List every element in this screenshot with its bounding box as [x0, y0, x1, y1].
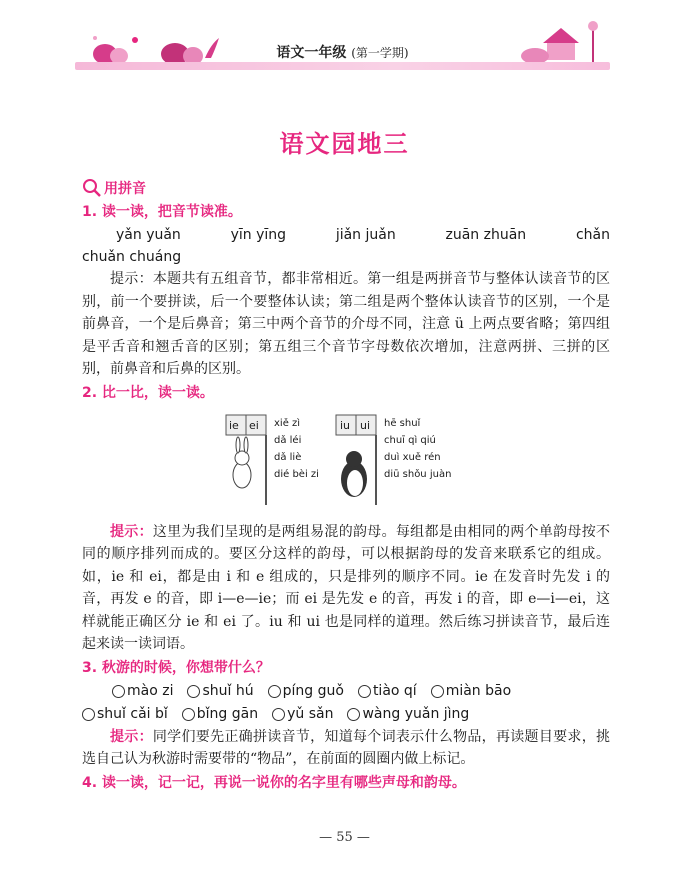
word: chuī qì qiú	[384, 434, 436, 446]
q3-hint	[82, 726, 610, 771]
option-tiao-qi[interactable]: tiào qí	[358, 680, 417, 703]
circle-checkbox[interactable]	[112, 685, 125, 698]
word: xiě zì	[274, 417, 301, 429]
option-mian-bao[interactable]: miàn bāo	[431, 680, 511, 703]
hint-text: 同学们要先正确拼读音节，知道每个词表示什么物品，再读题目要求，挑选自己认为秋游时需要带的“物品”，在前面的圆圈内做上标记。	[82, 728, 611, 767]
q2-illustration	[224, 413, 464, 513]
rime-ei: ei	[249, 418, 259, 432]
circle-checkbox[interactable]	[187, 685, 200, 698]
q3-options-row-2	[82, 703, 610, 726]
magnifier-icon	[82, 178, 102, 198]
word: dié bèi zi	[274, 468, 319, 480]
rime-ui: ui	[360, 418, 371, 432]
section-label: 用拼音	[104, 181, 146, 197]
word: duì xuě rén	[384, 451, 441, 463]
q1-pinyin-line-2: chuǎn chuáng	[82, 249, 182, 265]
q2-hint	[82, 521, 610, 656]
option-yu-san[interactable]: yǔ sǎn	[272, 703, 333, 726]
header-title: 语文一年级 (第一学期)	[276, 45, 409, 61]
question-3-title: 3. 秋游的时候，你想带什么？	[82, 659, 270, 676]
page-title: 语文园地三	[279, 129, 410, 158]
circle-checkbox[interactable]	[431, 685, 444, 698]
section-heading	[82, 176, 610, 200]
page-header	[75, 28, 610, 74]
q1-pinyin-group: chǎn	[575, 227, 610, 243]
question-1-title: 1. 读一读，把音节读准。	[82, 204, 242, 220]
question-4-title: 4. 读一读，记一记，再说一说你的名字里有哪些声母和韵母。	[82, 774, 466, 791]
word: hē shuǐ	[384, 417, 421, 429]
option-shui-hu[interactable]: shuǐ hú	[187, 680, 253, 703]
option-wang-yuan-jing[interactable]: wàng yuǎn jìng	[347, 703, 469, 726]
page-number: — 55 —	[319, 830, 370, 845]
left-words	[274, 415, 319, 483]
q1-pinyin-group: yǎn yuǎn	[116, 227, 181, 243]
option-bing-gan[interactable]: bǐng gān	[182, 703, 258, 726]
option-ping-guo[interactable]: píng guǒ	[268, 680, 344, 703]
hint-text: 这里为我们呈现的是两组易混的韵母。每组都是由相同的两个单韵母按不同的顺序排列而成的。要区分这样的韵母，可以根据韵母的发音来联系它的组成。如，ie 和 ei，都是由 i 和 e 组成的，只是排列的顺序不同。ie 在发音时先发 i 的音，再发 e 的音，即 i—e—ie；而 ei 是先发 e 的音，再发 i 的音，即 e—i—ei，这样就能正确区分 ie 和 ei 了。iu 和 ui 也是同样的道理。然后练习拼读音节，最后连起来读一读词语。	[82, 523, 611, 652]
rime-iu: iu	[340, 418, 351, 432]
q3-options-row-1	[82, 680, 610, 703]
right-words	[384, 415, 451, 483]
circle-checkbox[interactable]	[347, 708, 360, 721]
circle-checkbox[interactable]	[182, 708, 195, 721]
word: diū shǒu juàn	[384, 468, 452, 480]
word: dǎ léi	[274, 434, 302, 446]
main-content	[82, 170, 610, 795]
circle-checkbox[interactable]	[268, 685, 281, 698]
q1-pinyin-group: yīn yīng	[230, 227, 287, 243]
q1-pinyin-line	[82, 224, 610, 246]
question-2-title: 2. 比一比，读一读。	[82, 384, 214, 401]
q1-pinyin-group: zuān zhuān	[445, 227, 527, 243]
hint-label: 提示：	[110, 523, 153, 540]
header-bar	[75, 62, 610, 70]
word: dǎ liè	[274, 451, 302, 463]
circle-checkbox[interactable]	[358, 685, 371, 698]
rime-ie: ie	[229, 418, 239, 432]
circle-checkbox[interactable]	[272, 708, 285, 721]
circle-checkbox[interactable]	[82, 708, 95, 721]
q1-hint: 提示：本题共有五组音节，都非常相近。第一组是两拼音节与整体认读音节的区别，前一个要拼读，后一个要整体认读；第二组是两个整体认读音节的区别，一个是前鼻音，一个是后鼻音；第三中两个音节的介母不同，注意 ü 上两点要省略；第四组是平舌音和翘舌音的区别；第五组三个音节字母数依次增加，注意两拼、三拼的区别，前鼻音和后鼻的区别。	[82, 271, 610, 377]
hint-label: 提示：	[110, 728, 153, 745]
option-mao-zi[interactable]: mào zi	[112, 680, 173, 703]
q1-pinyin-group: jiǎn juǎn	[335, 227, 396, 243]
option-shui-cai-bi[interactable]: shuǐ cǎi bǐ	[82, 703, 168, 726]
